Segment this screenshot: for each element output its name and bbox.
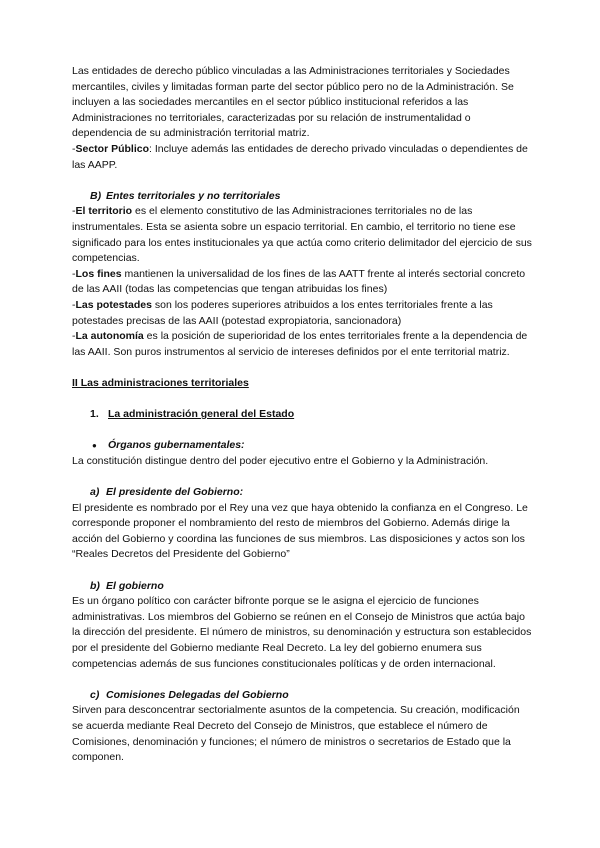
heading-gobierno [72,579,532,595]
definition-text: mantienen la universalidad de los fines de las AATT frente al interés sectorial concreto de las AAII (todas las competencias que tengan atribuidas los fines) [72,267,526,296]
item-fines [72,267,532,298]
organos-paragraph: La constitución distingue dentro del poder ejecutivo entre el Gobierno y la Administración. [72,454,489,467]
sector-publico-paragraph [72,142,532,173]
dash: - [72,330,76,343]
heading-title: El presidente del Gobierno: [106,486,244,499]
document-body [72,64,532,766]
heading-label: B) [90,189,102,202]
dash: - [72,205,76,218]
heading-title: El gobierno [106,579,164,592]
heading-comisiones [72,688,532,704]
presidente-paragraph: El presidente es nombrado por el Rey una vez que haya obtenido la confianza en el Congreso. Le corresponde proponer el nombramiento del resto de miembros del Gobierno. Además dirige la acción del Gobierno y coordina las funciones de sus miembros. Las disposiciones y actos son los “Reales Decretos del Presidente del Gobierno” [72,501,528,561]
heading-label: b) [90,579,100,592]
heading-label: a) [90,486,100,499]
heading-title: La administración general del Estado [108,408,295,421]
dash: - [72,142,76,155]
heading-title: Comisiones Delegadas del Gobierno [106,688,289,701]
definition-text: es la posición de superioridad de los entes territoriales frente a la dependencia de las AAII. Son puros instrumentos al servicio de intereses definidos por el ente territorial matriz. [72,330,528,358]
term-sector-publico: Sector Público [75,142,150,155]
comisiones-paragraph: Sirven para desconcentrar sectorialmente asuntos de la competencia. Su creación, modificación se acuerda mediante Real Decreto del Consejo de Ministros, que establece el número de Comisiones, denominación y funciones; el número de ministros o secretarios de Estado que la componen. [72,704,520,764]
bullet-icon: ● [92,441,97,451]
intro-paragraph: Las entidades de derecho público vinculadas a las Administraciones territoriales y Sociedades mercantiles, civiles y limitadas forman parte del sector público pero no de la Administración. Se incluyen a las sociedades mercantiles en el sector público institucional referidos a las Administraciones no territoriales, caracterizadas por su relación de instrumentalidad o dependencia de su administración territorial matriz. [72,65,514,140]
item-potestades [72,298,532,329]
item-territorio [72,204,532,266]
term: La autonomía [75,330,144,343]
term: El territorio [75,205,133,218]
definition-text: : Incluye además las entidades de derecho privado vinculadas o dependientes de las AAPP. [72,142,528,171]
heading-title: Órganos gubernamentales: [108,439,245,452]
subsection-heading-age [72,407,532,423]
dash: - [72,298,76,311]
gobierno-paragraph: Es un órgano político con carácter bifronte porque se le asigna el ejercicio de funciones administrativas. Los miembros del Gobierno se reúnen en el Consejo de Ministros que actúa bajo la dirección del presidente. El número de ministros, su denominación y estructura son establecidos por el presidente del Gobierno mediante Real Decreto. La ley del gobierno enumera sus competencias además de sus funciones constitucionales políticas y de orden internacional. [72,595,532,670]
heading-number: 1. [90,408,99,421]
dash: - [72,267,76,280]
term: Los fines [75,267,122,280]
heading-organos [72,438,532,454]
section-heading-administraciones: II Las administraciones territoriales [72,376,249,389]
heading-entes [72,189,532,205]
definition-text: es el elemento constitutivo de las Administraciones territoriales no de las instrumentales. Esta se asienta sobre un espacio territorial. En cambio, el territorio no tiene ese significado para los entes institucionales ya que actúa como criterio delimitador del ejercicio de sus competencias. [72,205,532,265]
heading-presidente [72,485,532,501]
term: Las potestades [75,298,152,311]
item-autonomia [72,329,532,360]
heading-title: Entes territoriales y no territoriales [106,189,281,202]
definition-text: son los poderes superiores atribuidos a los entes territoriales frente a las potestades precisas de las AAII (potestad expropiatoria, sancionadora) [72,298,493,327]
heading-label: c) [90,688,100,701]
